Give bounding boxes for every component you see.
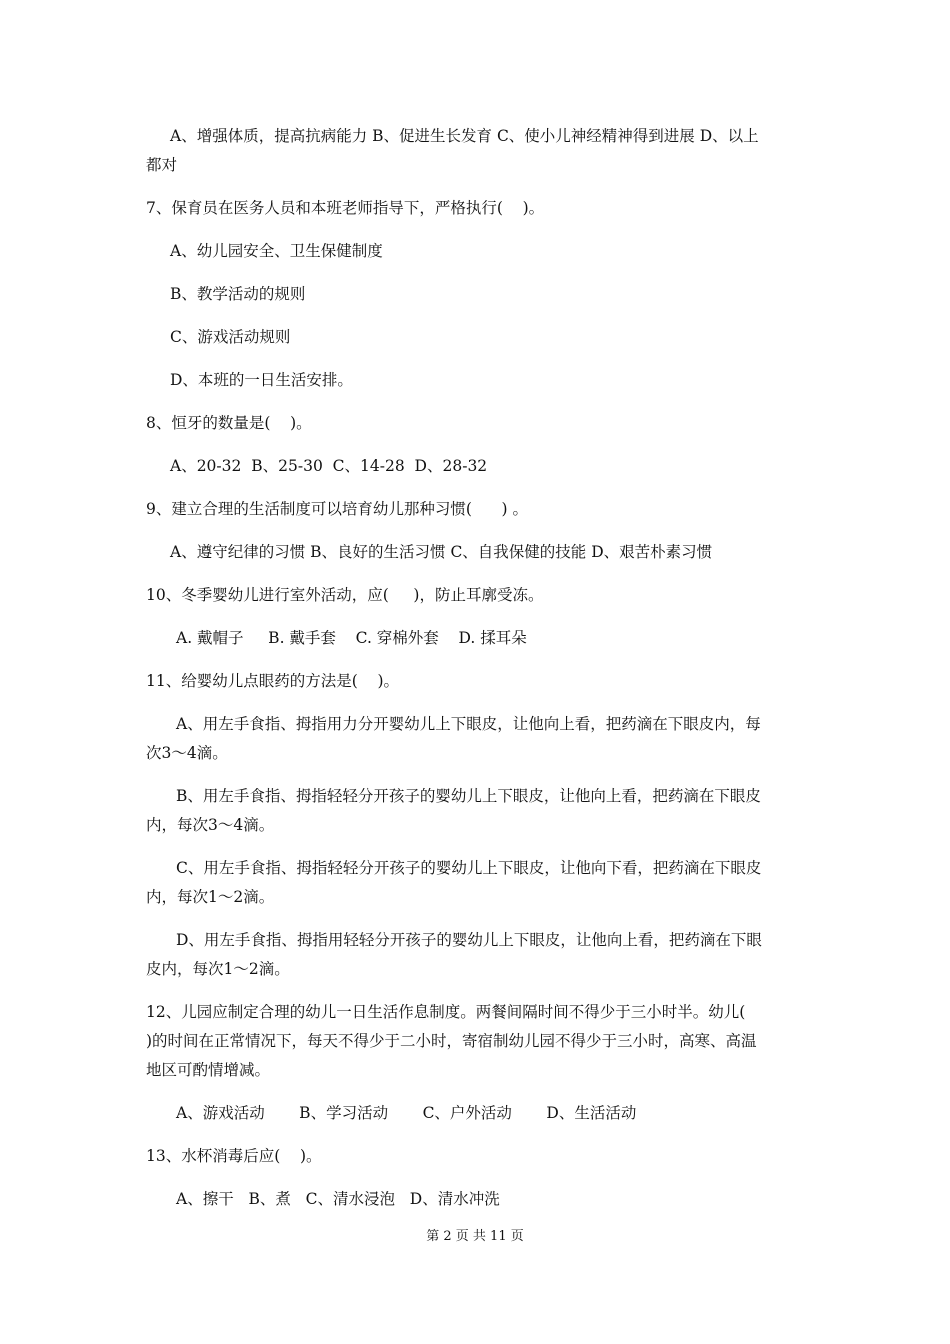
text-line: 都对	[146, 156, 178, 174]
text-line: B、用左手食指、拇指轻轻分开孩子的婴幼儿上下眼皮，让他向上看，把药滴在下眼皮	[176, 787, 761, 805]
option-paragraph	[146, 366, 810, 395]
question-paragraph	[146, 581, 810, 610]
question-paragraph	[146, 998, 810, 1085]
text-line: 内，每次1～2滴。	[146, 888, 275, 906]
paragraph-gap	[146, 1171, 810, 1185]
option-paragraph	[146, 782, 810, 840]
paragraph-gap	[146, 481, 810, 495]
paragraph-gap	[146, 266, 810, 280]
text-line: 次3～4滴。	[146, 744, 228, 762]
option-paragraph	[146, 624, 810, 653]
option-paragraph	[146, 710, 810, 768]
text-line: 7、保育员在医务人员和本班老师指导下，严格执行( )。	[146, 199, 545, 217]
question-paragraph	[146, 1142, 810, 1171]
question-paragraph	[146, 194, 810, 223]
text-line: A、擦干 B、煮 C、清水浸泡 D、清水冲洗	[176, 1190, 500, 1208]
text-line: A、游戏活动 B、学习活动 C、户外活动 D、生活活动	[176, 1104, 637, 1122]
text-line: C、游戏活动规则	[170, 328, 291, 346]
text-line: C、用左手食指、拇指轻轻分开孩子的婴幼儿上下眼皮，让他向下看，把药滴在下眼皮	[176, 859, 762, 877]
paragraph-gap	[146, 696, 810, 710]
paragraph-gap	[146, 223, 810, 237]
paragraph-gap	[146, 352, 810, 366]
text-line: A、幼儿园安全、卫生保健制度	[170, 242, 383, 260]
paragraph-gap	[146, 395, 810, 409]
paragraph-gap	[146, 840, 810, 854]
paragraph-gap	[146, 610, 810, 624]
text-line: A、遵守纪律的习惯 B、良好的生活习惯 C、自我保健的技能 D、艰苦朴素习惯	[170, 543, 713, 561]
text-line: 皮内，每次1～2滴。	[146, 960, 290, 978]
option-paragraph	[146, 538, 810, 567]
text-line: 8、恒牙的数量是( )。	[146, 414, 312, 432]
paragraph-gap	[146, 768, 810, 782]
paragraph-gap	[146, 567, 810, 581]
question-paragraph	[146, 409, 810, 438]
text-line: A、20-32 B、25-30 C、14-28 D、28-32	[170, 457, 488, 475]
option-paragraph	[146, 926, 810, 984]
text-line: A、增强体质，提高抗病能力 B、促进生长发育 C、使小儿神经精神得到进展 D、以上	[170, 127, 759, 145]
option-paragraph	[146, 237, 810, 266]
paragraph-gap	[146, 984, 810, 998]
question-paragraph	[146, 667, 810, 696]
option-paragraph	[146, 854, 810, 912]
option-paragraph	[146, 1099, 810, 1128]
option-paragraph	[146, 280, 810, 309]
text-line: 11、给婴幼儿点眼药的方法是( )。	[146, 672, 400, 690]
page-footer: 第 2 页 共 11 页	[426, 1229, 524, 1244]
paragraph-gap	[146, 653, 810, 667]
text-line: 13、水杯消毒后应( )。	[146, 1147, 322, 1165]
text-line: 地区可酌情增减。	[146, 1061, 271, 1079]
paragraph-gap	[146, 1085, 810, 1099]
option-paragraph	[146, 1185, 810, 1214]
text-line: 10、冬季婴幼儿进行室外活动，应( )，防止耳廓受冻。	[146, 586, 544, 604]
paragraph-gap	[146, 180, 810, 194]
paragraph-gap	[146, 912, 810, 926]
question-paragraph	[146, 495, 810, 524]
paragraph-gap	[146, 524, 810, 538]
paragraph-gap	[146, 309, 810, 323]
text-line: 12、儿园应制定合理的幼儿一日生活作息制度。两餐间隔时间不得少于三小时半。幼儿(	[146, 1003, 746, 1021]
text-line: )的时间在正常情况下，每天不得少于二小时，寄宿制幼儿园不得少于三小时，高寒、高温	[146, 1032, 757, 1050]
text-line: D、本班的一日生活安排。	[170, 371, 353, 389]
text-line: D、用左手食指、拇指用轻轻分开孩子的婴幼儿上下眼皮，让他向上看，把药滴在下眼	[176, 931, 762, 949]
text-line: B、教学活动的规则	[170, 285, 306, 303]
text-line: 内，每次3～4滴。	[146, 816, 275, 834]
option-paragraph	[146, 122, 810, 180]
text-line: A、用左手食指、拇指用力分开婴幼儿上下眼皮，让他向上看，把药滴在下眼皮内，每	[176, 715, 761, 733]
option-paragraph	[146, 452, 810, 481]
text-line: 9、建立合理的生活制度可以培育幼儿那种习惯( ) 。	[146, 500, 528, 518]
text-line: A. 戴帽子 B. 戴手套 C. 穿棉外套 D. 揉耳朵	[176, 629, 527, 647]
paragraph-gap	[146, 438, 810, 452]
option-paragraph	[146, 323, 810, 352]
question-content	[146, 122, 810, 1214]
paragraph-gap	[146, 1128, 810, 1142]
